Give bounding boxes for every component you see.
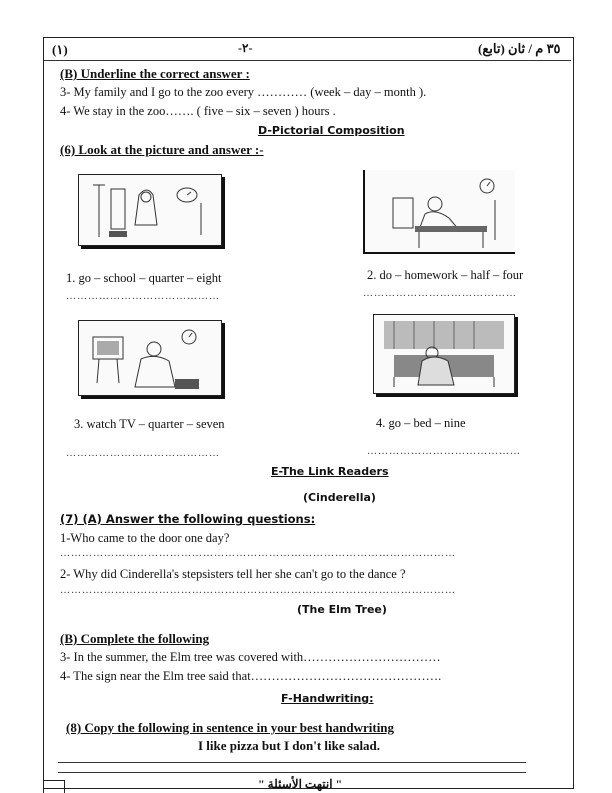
homework-scene-icon — [365, 170, 515, 252]
footer-box — [43, 780, 65, 793]
handwriting-line-2[interactable] — [58, 772, 526, 773]
story-cinderella: (Cinderella) — [303, 491, 376, 504]
handwriting-sentence: I like pizza but I don't like salad. — [198, 738, 381, 753]
section-b-title: (B) Underline the correct answer : — [60, 66, 250, 81]
header-left: (١) — [52, 42, 68, 57]
handwriting-line-1[interactable] — [58, 762, 526, 763]
item-4-label: 4. go – bed – nine — [376, 416, 466, 430]
question-e4: 4- The sign near the Elm tree said that………………………………………. — [60, 669, 442, 683]
picture-bed — [373, 314, 515, 394]
question-6: (6) Look at the picture and answer :- — [60, 142, 264, 157]
question-7a: (7) (A) Answer the following questions: — [60, 512, 316, 526]
answer-e1[interactable]: ……………………………………………………………………………………………… — [60, 548, 456, 559]
item-4-answer[interactable]: …………………………………… — [367, 446, 521, 457]
question-e2: 2- Why did Cinderella's stepsisters tell her she can't go to the dance ? — [60, 567, 406, 581]
header-right: ٣٥ م / ثان (تابع) — [478, 41, 561, 56]
item-2-answer[interactable]: …………………………………… — [363, 288, 517, 299]
section-e-b-title: (B) Complete the following — [60, 631, 210, 646]
section-e-title: E-The Link Readers — [271, 465, 389, 478]
picture-school-clock — [78, 174, 222, 246]
picture-homework — [363, 170, 515, 254]
footer-end-text: " انتهت الأسئلة " — [258, 777, 343, 791]
item-1-label: 1. go – school – quarter – eight — [66, 271, 222, 285]
question-4: 4- We stay in the zoo……. ( five – six – seven ) hours . — [60, 104, 336, 118]
story-elm-tree: (The Elm Tree) — [297, 603, 387, 616]
item-2-label: 2. do – homework – half – four — [367, 268, 524, 282]
header-divider — [44, 60, 571, 61]
item-1-answer[interactable]: …………………………………… — [66, 291, 220, 302]
item-3-answer[interactable]: …………………………………… — [66, 448, 220, 459]
question-8: (8) Copy the following in sentence in your best handwriting — [66, 720, 395, 735]
item-3-label: 3. watch TV – quarter – seven — [74, 417, 225, 431]
bedroom-scene-icon — [374, 315, 514, 393]
answer-e2[interactable]: ……………………………………………………………………………………………… — [60, 585, 456, 596]
section-d-title: D-Pictorial Composition — [258, 124, 405, 137]
tv-scene-icon — [79, 321, 221, 395]
question-e3: 3- In the summer, the Elm tree was covered with…………………………… — [60, 650, 441, 664]
picture-watch-tv — [78, 320, 222, 396]
section-f-title: F-Handwriting: — [281, 692, 374, 705]
school-scene-icon — [79, 175, 221, 245]
question-3: 3- My family and I go to the zoo every ………… (week – day – month ). — [60, 85, 427, 99]
question-e1: 1-Who came to the door one day? — [60, 531, 230, 545]
header-center: -٢- — [238, 41, 253, 55]
